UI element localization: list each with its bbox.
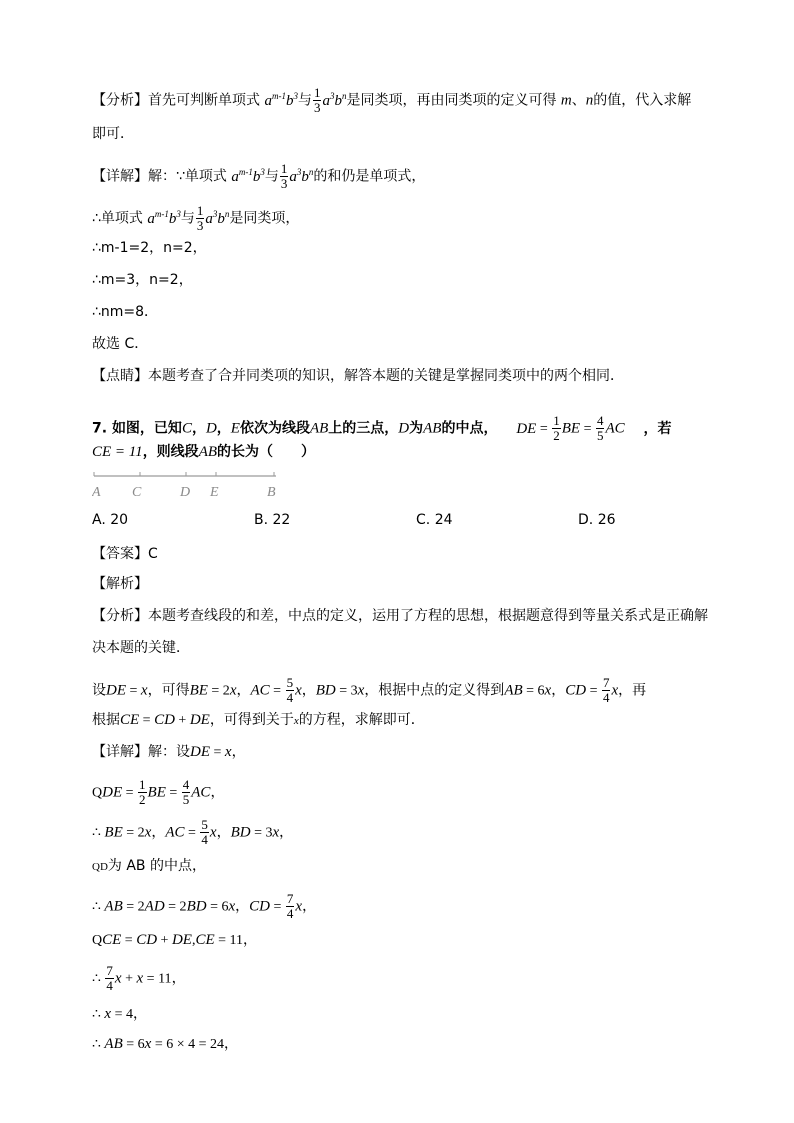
label-b: B [267, 485, 276, 500]
answer-tag: 【答案】 [92, 546, 148, 562]
detail2-tag: 【详解】 [92, 744, 148, 760]
detail2-line8: ∴ x = 4， [92, 1006, 147, 1022]
question7-line1: 7. 如图，已知C，D，E依次为线段AB上的三点，D为AB的中点， DE = $\frac{1}{2}$ BE = $\frac{4}{5}$ AC ，若 [92, 413, 672, 443]
detail1-tag: 【详解】 [92, 168, 148, 185]
option-d[interactable]: D. 26 [578, 512, 616, 528]
detail2-line5: ∴ AB = 2AD = 2BD = 6x，CD = $\frac{7}{4}$ x， [92, 891, 317, 921]
detail2-line9: ∴ AB = 6x = 6 × 4 = 24， [92, 1036, 239, 1052]
answer-value: C [148, 546, 158, 562]
analysis2-line1: 【分析】本题考查线段的和差，中点的定义，运用了方程的思想，根据题意得到等量关系式是正确解 [92, 608, 708, 624]
question-number: 7. [92, 420, 108, 437]
analysis1-tag: 【分析】 [92, 92, 148, 109]
analysis2-line2: 决本题的关键． [92, 640, 190, 656]
detail1-line2: ∴单项式 $a^{m-1}b^3$与 $\frac{1}{3}$ $a^3b^n$是同类项， [92, 203, 300, 233]
segment-svg [92, 468, 292, 504]
detail2-line6: QCE = CD + DE,CE = 11， [92, 932, 258, 948]
analysis1-line2: 即可． [92, 126, 134, 142]
options [92, 512, 712, 532]
detail1-line6: 故选 C． [92, 336, 149, 352]
analysis2-line4: 根据CE = CD + DE，可得到关于x的方程，求解即可． [92, 712, 425, 728]
option-b[interactable]: B. 22 [254, 512, 291, 528]
detail1-line5: ∴nm=8． [92, 304, 159, 320]
detail1-line1: 【详解】解：∵单项式 $a^{m-1}b^3$与 $\frac{1}{3}$ $a^3b^n$的和仍是单项式， [92, 161, 426, 191]
detail2-line1: 【详解】解：设DE = x， [92, 744, 246, 760]
detail2-line3: ∴ BE = 2x，AC = $\frac{5}{4}$ x，BD = 3x， [92, 817, 294, 847]
detail1-line4: ∴m=3，n=2， [92, 272, 193, 288]
label-d: D [180, 485, 191, 500]
answer [92, 544, 158, 564]
detail2-line2: QDE = $\frac{1}{2}$ BE = $\frac{4}{5}$ AC， [92, 777, 225, 807]
analysis1-line1: 【分析】首先可判断单项式 $a^{m-1}b^3$与 $\frac{1}{3}$ $a^3b^n$是同类项，再由同类项的定义可得 m、n的值，代入求解 [92, 85, 692, 115]
analysis2-tag: 【分析】 [92, 608, 148, 624]
label-e: E [210, 485, 219, 500]
explain-tag: 【解析】 [92, 576, 148, 592]
segment-figure [92, 468, 292, 504]
detail2-line4: QD为 AB 的中点， [92, 858, 206, 874]
comment1-tag: 【点睛】 [92, 368, 148, 384]
question7-line2: CE = 11，则线段AB的长为（ ） [92, 444, 316, 460]
label-a: A [92, 485, 101, 500]
option-a[interactable]: A. 20 [92, 512, 129, 528]
analysis2-line3: 设DE = x，可得BE = 2x，AC = $\frac{5}{4}$ x，BD = 3x，根据中点的定义得到AB = 6x，CD = $\frac{7}{4}$ x，再 [92, 675, 647, 705]
option-c[interactable]: C. 24 [416, 512, 453, 528]
comment1: 【点睛】本题考查了合并同类项的知识，解答本题的关键是掌握同类项中的两个相同． [92, 368, 624, 384]
detail1-line3: ∴m-1=2，n=2， [92, 240, 207, 256]
detail2-line7: ∴ $\frac{7}{4}$ x + x = 11， [92, 963, 186, 993]
label-c: C [132, 485, 142, 500]
